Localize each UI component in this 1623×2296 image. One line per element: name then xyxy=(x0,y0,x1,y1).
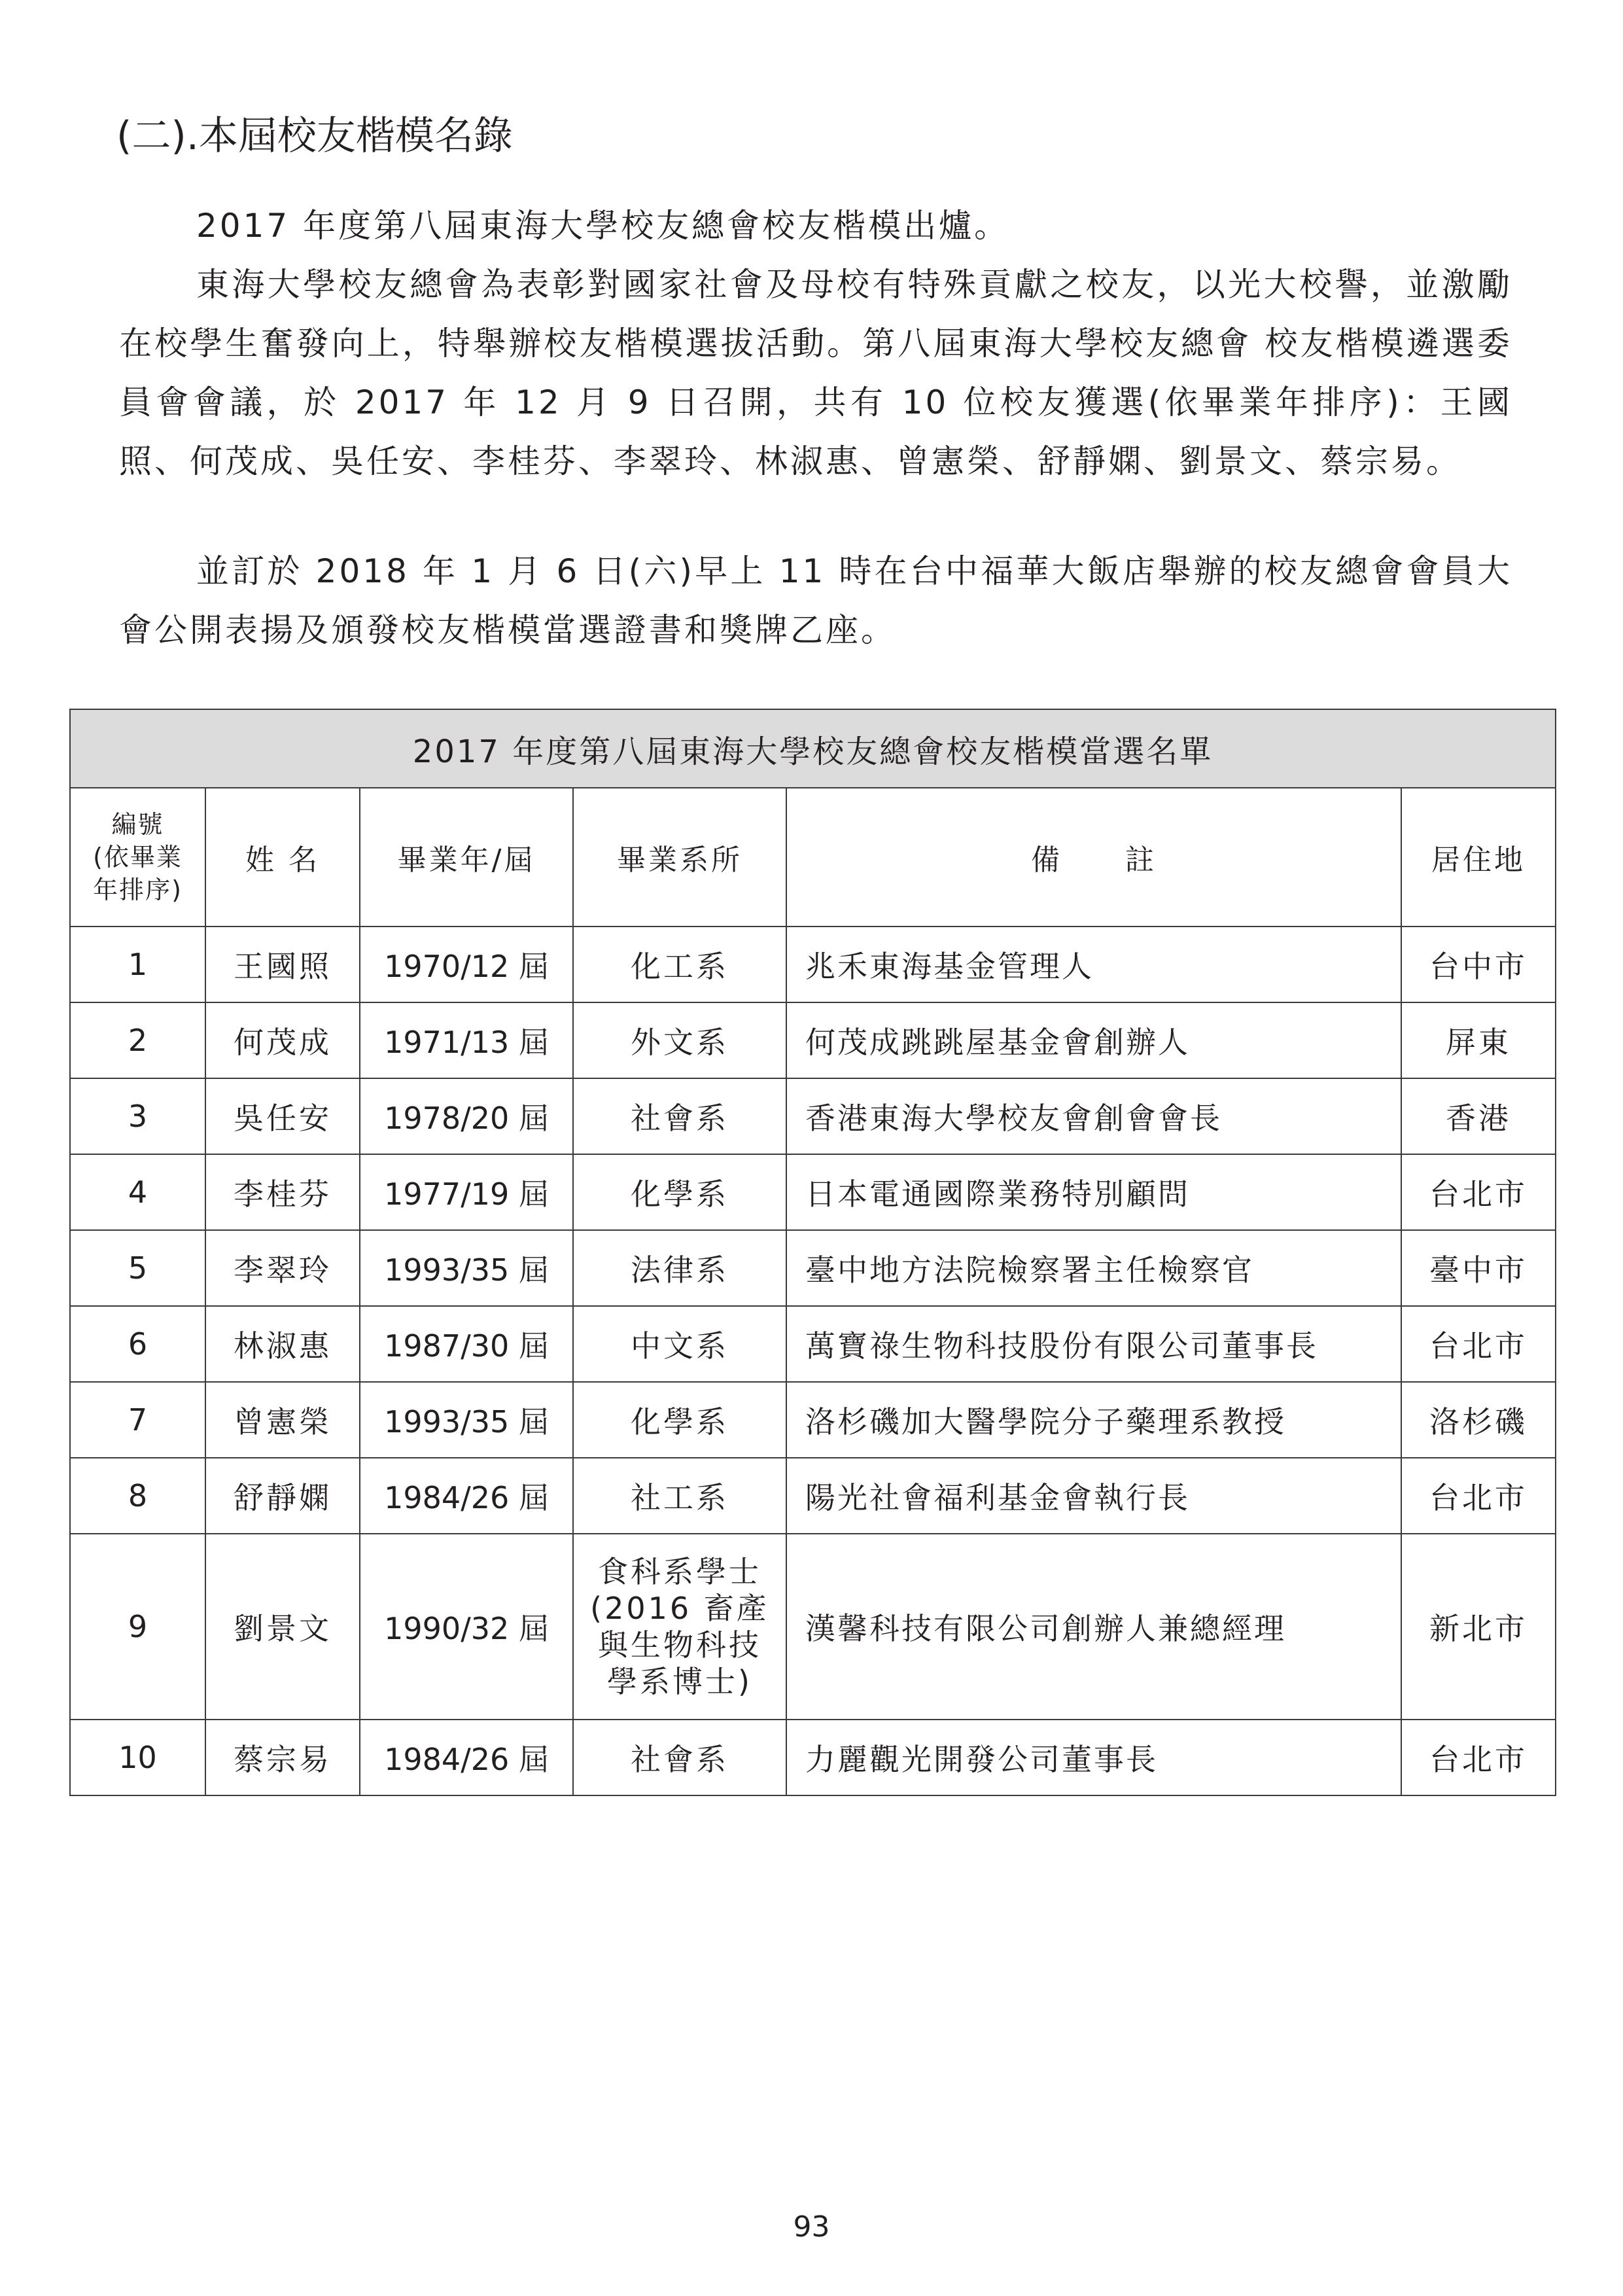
header-number-line: (依畢業 xyxy=(93,843,183,872)
table-caption: 2017 年度第八屆東海大學校友總會校友楷模當選名單 xyxy=(70,709,1556,788)
cell-remark: 洛杉磯加大醫學院分子藥理系教授 xyxy=(786,1382,1401,1458)
cell-department: 化學系 xyxy=(573,1154,786,1230)
header-remark: 備 註 xyxy=(786,788,1401,927)
cell-remark: 兆禾東海基金管理人 xyxy=(786,927,1401,1002)
cell-residence: 香港 xyxy=(1401,1078,1556,1154)
cell-department: 化工系 xyxy=(573,927,786,1002)
cell-graduation-year: 1990/32 屆 xyxy=(360,1534,573,1720)
cell-remark: 萬寶祿生物科技股份有限公司董事長 xyxy=(786,1306,1401,1382)
ceremony-paragraph: 並訂於 2018 年 1 月 6 日(六)早上 11 時在台中福華大飯店舉辦的校友總會會員大會公開表揚及頒發校友楷模當選證書和獎牌乙座。 xyxy=(119,552,1512,649)
cell-name: 李翠玲 xyxy=(205,1230,360,1306)
cell-number: 7 xyxy=(70,1382,205,1458)
cell-department: 社會系 xyxy=(573,1720,786,1795)
cell-name: 吳任安 xyxy=(205,1078,360,1154)
cell-graduation-year: 1977/19 屆 xyxy=(360,1154,573,1230)
cell-name: 王國照 xyxy=(205,927,360,1002)
table-row xyxy=(70,1720,1556,1795)
header-number-line: 年排序) xyxy=(93,875,183,904)
header-graduation-year: 畢業年/屆 xyxy=(360,788,573,927)
cell-department xyxy=(573,1534,786,1720)
cell-residence: 新北市 xyxy=(1401,1534,1556,1720)
cell-number: 10 xyxy=(70,1720,205,1795)
cell-residence: 屏東 xyxy=(1401,1002,1556,1078)
cell-number: 9 xyxy=(70,1534,205,1720)
cell-residence: 台北市 xyxy=(1401,1720,1556,1795)
cell-remark: 香港東海大學校友會創會會長 xyxy=(786,1078,1401,1154)
table-header-row xyxy=(70,788,1556,927)
cell-residence: 台北市 xyxy=(1401,1458,1556,1534)
header-number xyxy=(70,788,205,927)
table-row xyxy=(70,1078,1556,1154)
cell-number: 6 xyxy=(70,1306,205,1382)
cell-department: 社工系 xyxy=(573,1458,786,1534)
cell-graduation-year: 1993/35 屆 xyxy=(360,1230,573,1306)
cell-graduation-year: 1984/26 屆 xyxy=(360,1720,573,1795)
department-line: 食科系學士 xyxy=(598,1554,761,1589)
department-line: 學系博士) xyxy=(607,1664,752,1699)
cell-department: 法律系 xyxy=(573,1230,786,1306)
honoree-table xyxy=(69,709,1556,1796)
cell-number: 8 xyxy=(70,1458,205,1534)
table-row xyxy=(70,1230,1556,1306)
table-row xyxy=(70,1534,1556,1720)
cell-residence: 臺中市 xyxy=(1401,1230,1556,1306)
department-line: 與生物科技 xyxy=(598,1627,761,1663)
selection-paragraph: 東海大學校友總會為表彰對國家社會及母校有特殊貢獻之校友，以光大校譽，並激勵在校學生奮發向上，特舉辦校友楷模選拔活動。第八屆東海大學校友總會 校友楷模遴選委員會會議，於 2017 年 12 月 9 日召開，共有 10 位校友獲選(依畢業年排序)：王國照、何茂成、吳任安、李桂芬、李翠玲、林淑惠、曾憲榮、舒靜嫻、劉景文、蔡宗易。 xyxy=(119,266,1512,480)
cell-name: 蔡宗易 xyxy=(205,1720,360,1795)
cell-department: 化學系 xyxy=(573,1382,786,1458)
cell-residence: 台北市 xyxy=(1401,1154,1556,1230)
cell-number: 4 xyxy=(70,1154,205,1230)
cell-remark: 日本電通國際業務特別顧問 xyxy=(786,1154,1401,1230)
cell-remark: 臺中地方法院檢察署主任檢察官 xyxy=(786,1230,1401,1306)
page-number: 93 xyxy=(793,2210,830,2244)
cell-graduation-year: 1970/12 屆 xyxy=(360,927,573,1002)
cell-name: 林淑惠 xyxy=(205,1306,360,1382)
cell-graduation-year: 1993/35 屆 xyxy=(360,1382,573,1458)
cell-remark: 力麗觀光開發公司董事長 xyxy=(786,1720,1401,1795)
cell-name: 舒靜嫻 xyxy=(205,1458,360,1534)
department-line: (2016 畜產 xyxy=(590,1591,769,1626)
table-row xyxy=(70,927,1556,1002)
cell-graduation-year: 1987/30 屆 xyxy=(360,1306,573,1382)
header-number-line: 編號 xyxy=(111,810,164,839)
cell-number: 5 xyxy=(70,1230,205,1306)
section-heading: (二).本屆校友楷模名錄 xyxy=(116,113,513,159)
cell-residence: 台中市 xyxy=(1401,927,1556,1002)
cell-remark: 何茂成跳跳屋基金會創辦人 xyxy=(786,1002,1401,1078)
header-residence: 居住地 xyxy=(1401,788,1556,927)
cell-residence: 洛杉磯 xyxy=(1401,1382,1556,1458)
cell-department: 外文系 xyxy=(573,1002,786,1078)
cell-department: 中文系 xyxy=(573,1306,786,1382)
cell-remark: 漢馨科技有限公司創辦人兼總經理 xyxy=(786,1534,1401,1720)
table-caption-row xyxy=(70,709,1556,788)
cell-name: 劉景文 xyxy=(205,1534,360,1720)
cell-graduation-year: 1971/13 屆 xyxy=(360,1002,573,1078)
table-row xyxy=(70,1458,1556,1534)
intro-paragraph: 2017 年度第八屆東海大學校友總會校友楷模出爐。 xyxy=(196,207,1010,245)
cell-name: 李桂芬 xyxy=(205,1154,360,1230)
cell-graduation-year: 1984/26 屆 xyxy=(360,1458,573,1534)
cell-remark: 陽光社會福利基金會執行長 xyxy=(786,1458,1401,1534)
cell-department: 社會系 xyxy=(573,1078,786,1154)
cell-graduation-year: 1978/20 屆 xyxy=(360,1078,573,1154)
cell-number: 3 xyxy=(70,1078,205,1154)
cell-number: 2 xyxy=(70,1002,205,1078)
table-row xyxy=(70,1306,1556,1382)
header-name: 姓 名 xyxy=(205,788,360,927)
cell-name: 何茂成 xyxy=(205,1002,360,1078)
header-department: 畢業系所 xyxy=(573,788,786,927)
cell-number: 1 xyxy=(70,927,205,1002)
table-row xyxy=(70,1002,1556,1078)
cell-residence: 台北市 xyxy=(1401,1306,1556,1382)
table-row xyxy=(70,1382,1556,1458)
cell-name: 曾憲榮 xyxy=(205,1382,360,1458)
table-row xyxy=(70,1154,1556,1230)
